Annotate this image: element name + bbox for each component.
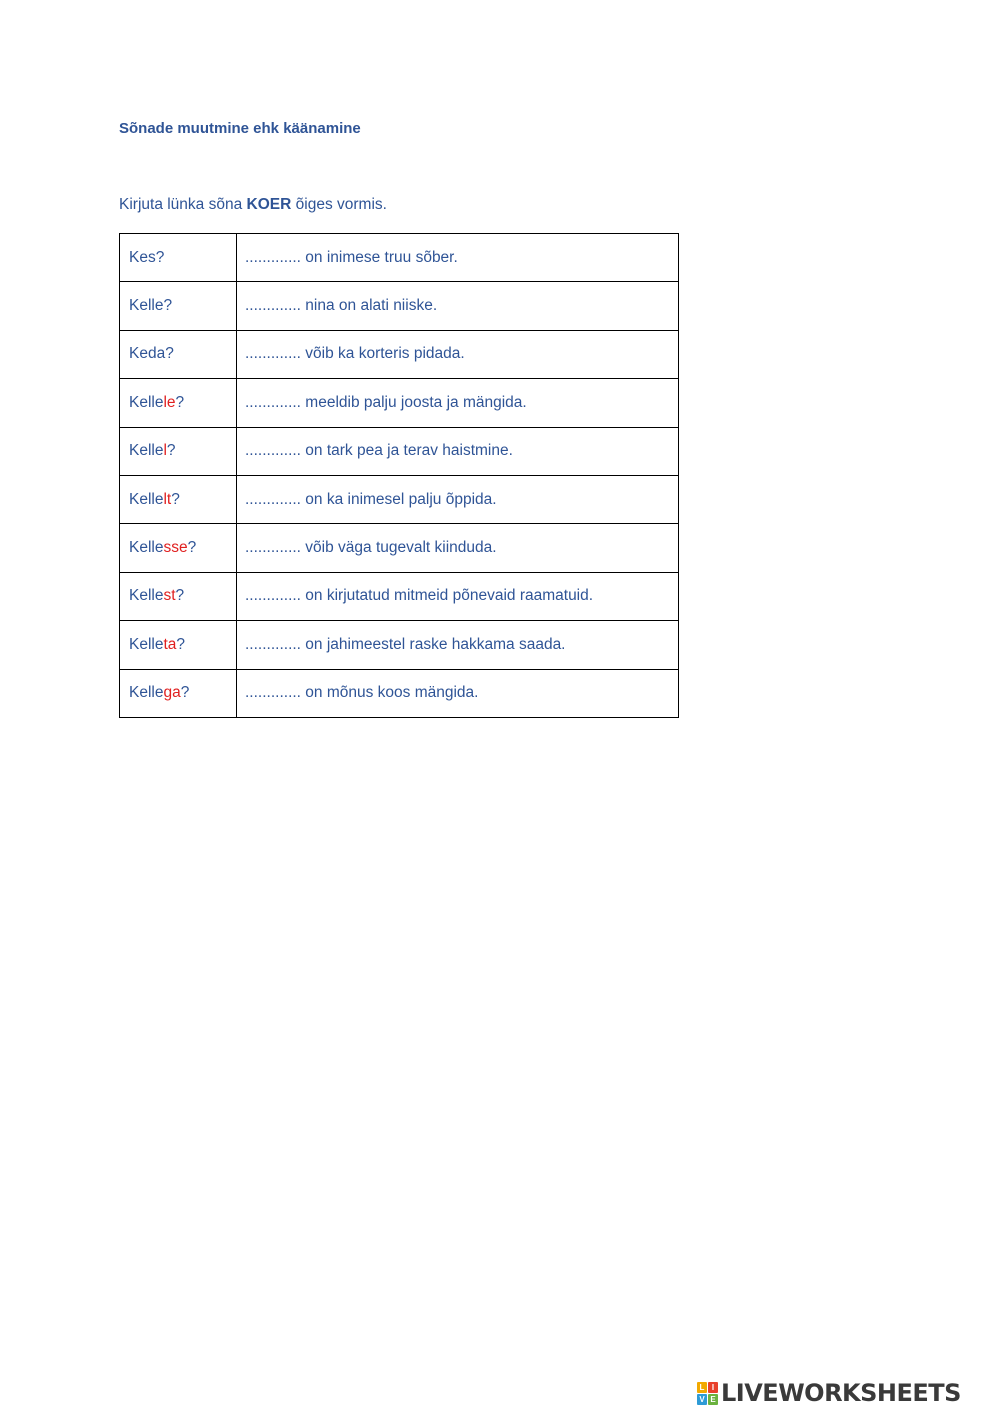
sentence-cell[interactable]: ............. on inimese truu sõber. — [237, 234, 679, 282]
logo-letter-e: E — [708, 1394, 718, 1405]
question-suffix: ? — [175, 587, 185, 605]
question-ending: l — [163, 442, 167, 460]
question-cell — [120, 330, 237, 378]
question-stem: Kelle — [129, 539, 164, 557]
question-ending: sse — [163, 539, 188, 557]
question-stem: Kelle — [129, 684, 164, 702]
table-row — [120, 475, 679, 523]
question-stem: Keda? — [129, 345, 174, 363]
sentence-cell[interactable]: ............. meeldib palju joosta ja mängida. — [237, 379, 679, 427]
question-suffix: ? — [166, 442, 176, 460]
question-cell — [120, 475, 237, 523]
question-cell — [120, 669, 237, 717]
table-row — [120, 621, 679, 669]
table-row — [120, 379, 679, 427]
sentence-cell[interactable]: ............. on kirjutatud mitmeid põnevaid raamatuid. — [237, 572, 679, 620]
instruction-text — [119, 196, 387, 214]
instruction-after: õiges vormis. — [291, 196, 387, 213]
question-ending: ga — [163, 684, 181, 702]
question-suffix: ? — [187, 539, 197, 557]
question-cell — [120, 572, 237, 620]
question-stem: Kelle — [129, 490, 164, 508]
question-ending: ta — [163, 635, 177, 653]
logo-letter-i: I — [708, 1382, 718, 1393]
table-row — [120, 524, 679, 572]
case-table — [119, 233, 679, 718]
question-suffix: ? — [171, 490, 180, 508]
question-stem: Kes? — [129, 248, 165, 266]
logo-letter-v: V — [697, 1394, 707, 1405]
sentence-cell[interactable]: ............. on mõnus koos mängida. — [237, 669, 679, 717]
question-ending: st — [163, 587, 176, 605]
liveworksheets-logo-icon — [697, 1382, 718, 1405]
table-row — [120, 427, 679, 475]
question-ending: lt — [163, 490, 172, 508]
question-stem: Kelle — [129, 635, 164, 653]
question-stem: Kelle — [129, 587, 164, 605]
instruction-before: Kirjuta lünka sõna — [119, 196, 247, 213]
question-cell — [120, 524, 237, 572]
question-cell — [120, 379, 237, 427]
liveworksheets-logo[interactable] — [697, 1378, 961, 1408]
table-row — [120, 572, 679, 620]
question-cell — [120, 282, 237, 330]
liveworksheets-logo-text: LIVEWORKSHEETS — [721, 1379, 961, 1407]
question-stem: Kelle — [129, 393, 164, 411]
question-suffix: ? — [176, 635, 186, 653]
question-cell — [120, 234, 237, 282]
logo-letter-l: L — [697, 1382, 707, 1393]
question-ending: le — [163, 393, 176, 411]
table-row — [120, 330, 679, 378]
question-suffix: ? — [175, 393, 185, 411]
sentence-cell[interactable]: ............. võib väga tugevalt kiinduda. — [237, 524, 679, 572]
page-title: Sõnade muutmine ehk käänamine — [119, 120, 361, 137]
question-stem: Kelle — [129, 442, 164, 460]
table-row — [120, 282, 679, 330]
sentence-cell[interactable]: ............. on ka inimesel palju õppida. — [237, 475, 679, 523]
question-stem: Kelle? — [129, 297, 173, 315]
table-row — [120, 669, 679, 717]
sentence-cell[interactable]: ............. on tark pea ja terav haistmine. — [237, 427, 679, 475]
sentence-cell[interactable]: ............. on jahimeestel raske hakkama saada. — [237, 621, 679, 669]
sentence-cell[interactable]: ............. võib ka korteris pidada. — [237, 330, 679, 378]
question-suffix: ? — [180, 684, 190, 702]
table-row — [120, 234, 679, 282]
question-cell — [120, 427, 237, 475]
sentence-cell[interactable]: ............. nina on alati niiske. — [237, 282, 679, 330]
instruction-keyword: KOER — [246, 196, 292, 213]
question-cell — [120, 621, 237, 669]
